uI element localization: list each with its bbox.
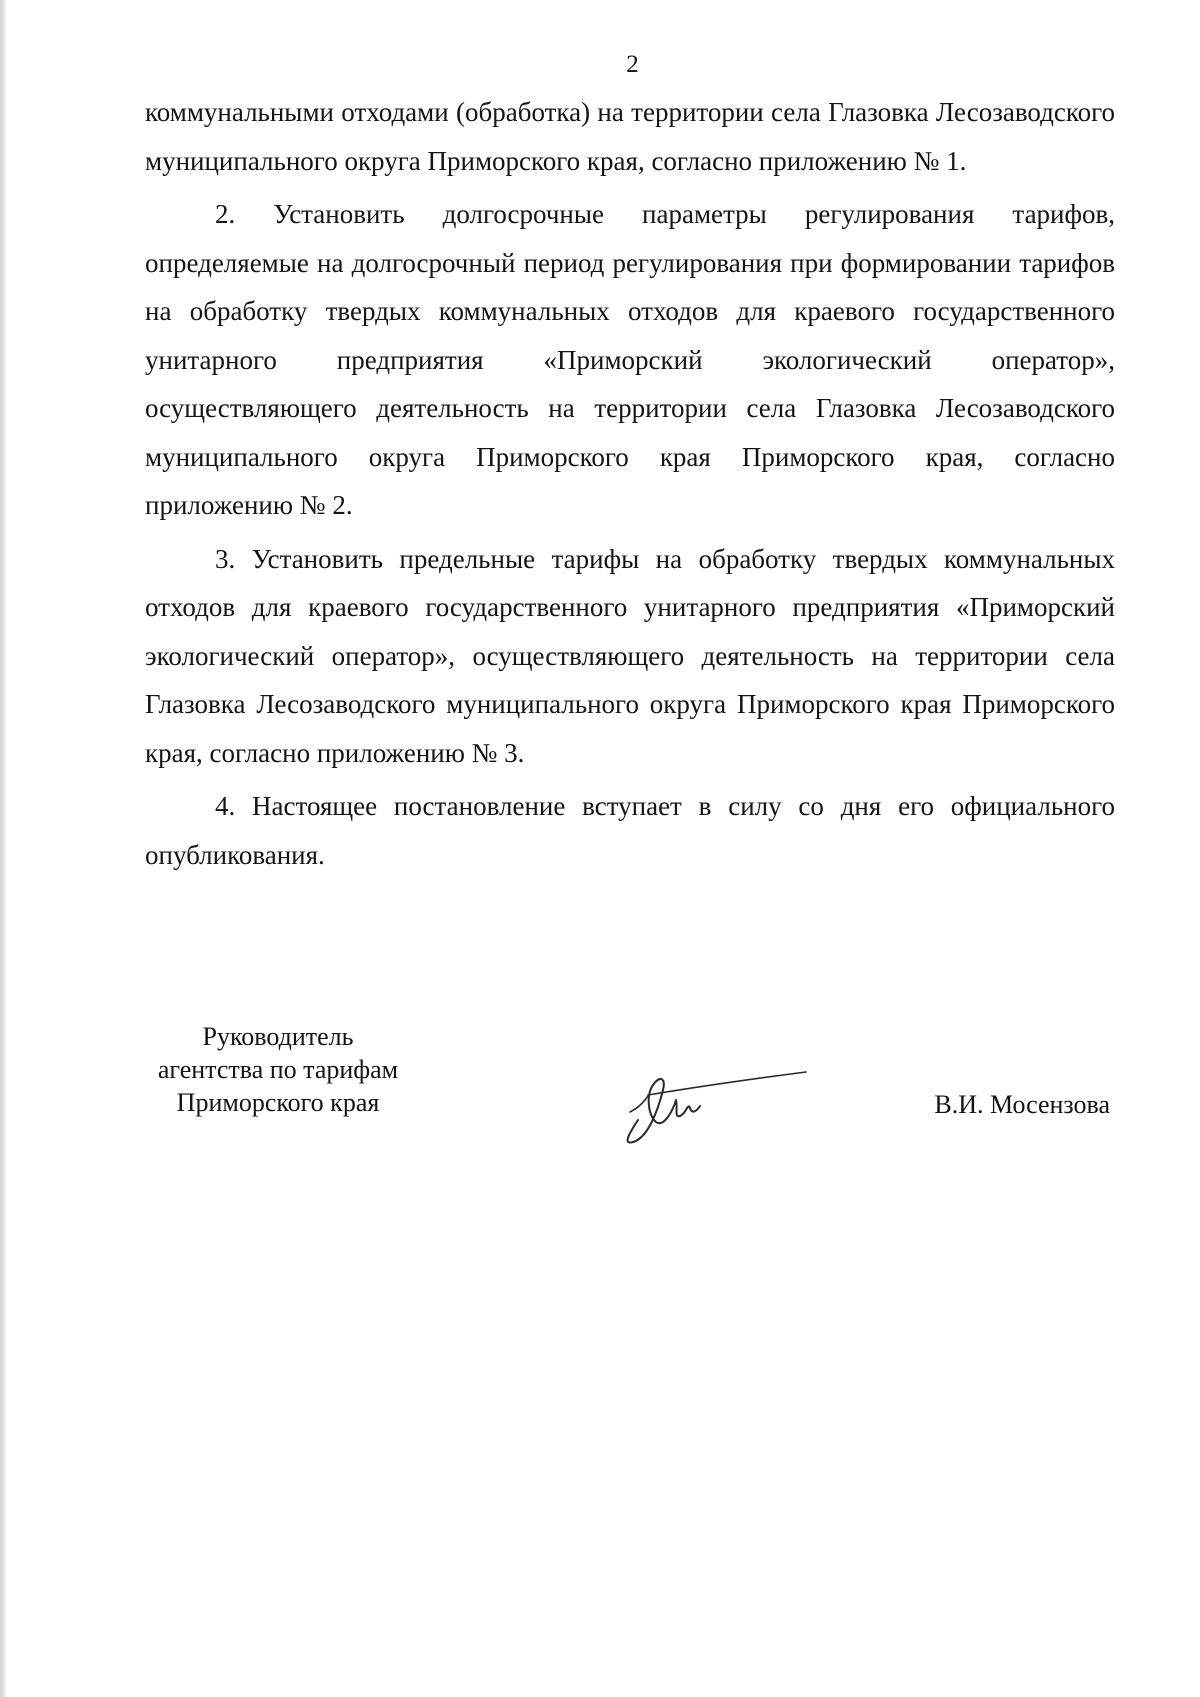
document-body: [145, 88, 1115, 884]
paragraph-item-4: 4. Настоящее постановление вступает в силу со дня его официального опубликования.: [145, 791, 1115, 870]
position-line-3: Приморского края: [176, 1088, 380, 1117]
position-line-2: агентства по тарифам: [157, 1055, 399, 1084]
page-number: 2: [626, 51, 639, 78]
handwritten-signature: [618, 1050, 808, 1150]
scan-edge-shadow: [0, 0, 6, 1697]
signatory-position: [128, 1020, 428, 1119]
signatory-name: В.И. Мосензова: [934, 1090, 1110, 1119]
paragraph-continuation: коммунальными отходами (обработка) на территории села Глазовка Лесозаводского муниципального округа Приморского края, согласно приложению № 1.: [145, 97, 1115, 176]
paragraph-item-3: 3. Установить предельные тарифы на обработку твердых коммунальных отходов для краевого государственного унитарного предприятия «Приморский экологический оператор», осуществляющего деятельность на территории села Глазовка Лесозаводского муниципального округа Приморского края Приморского края, согласно приложению № 3.: [145, 543, 1115, 768]
position-line-1: Руководитель: [202, 1022, 354, 1051]
paragraph-item-2: 2. Установить долгосрочные параметры регулирования тарифов, определяемые на долгосрочный период регулирования при формировании тарифов на обработку твердых коммунальных отходов для краевого государственного унитарного предприятия «Приморский экологический оператор», осуществляющего деятельность на территории села Глазовка Лесозаводского муниципального округа Приморского края Приморского края, согласно приложению № 2.: [145, 199, 1115, 520]
